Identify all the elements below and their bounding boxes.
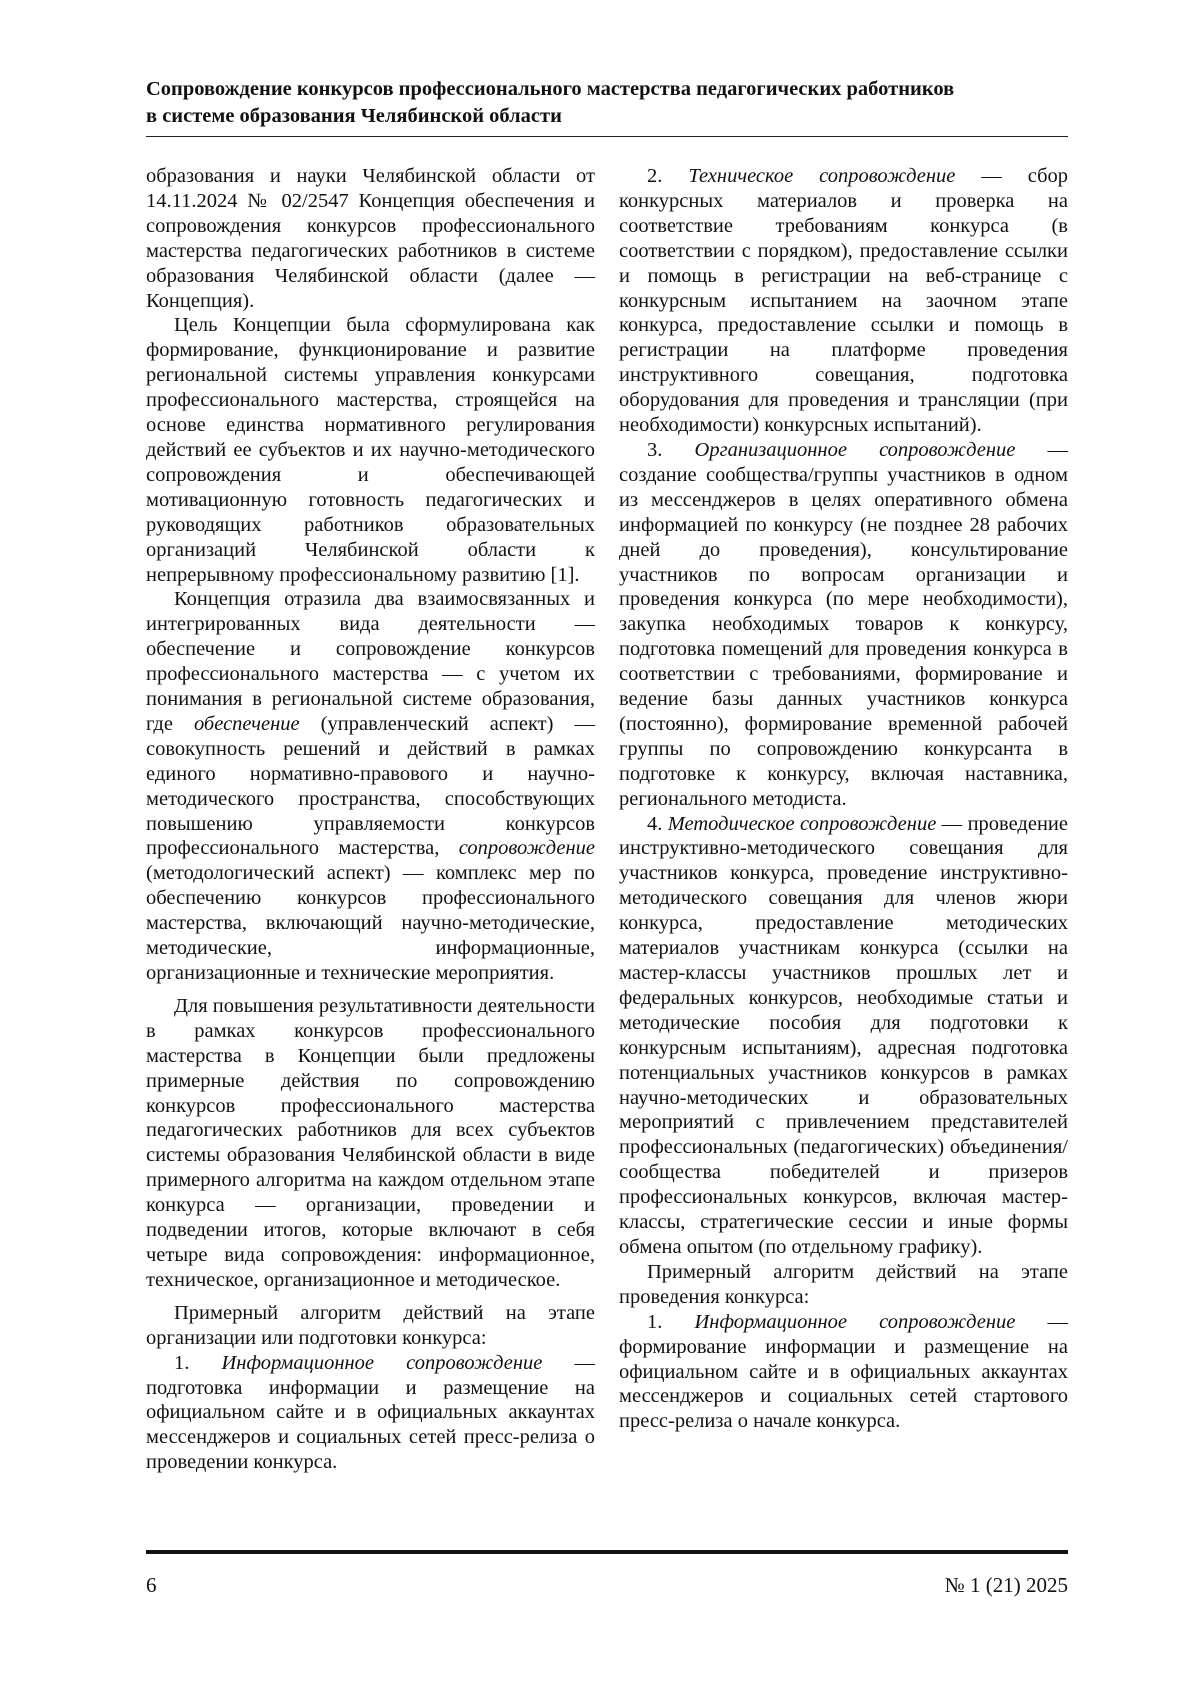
term-information-support: Информационное сопровождение <box>221 1351 543 1374</box>
paragraph <box>619 812 1068 1260</box>
header-rule <box>146 136 1068 137</box>
paragraph: Для повышения результативности деятельности в рамках конкурсов профессионального мастерства в Концепции были предложены примерные действия по сопровождению конкурсов профессионального мастерства педагогических работников для всех субъектов системы образования Челябинской области в виде примерного алгоритма на каждом отдельном этапе конкурса — организации, проведении и подведении итогов, которые включают в себя четыре вида сопровождения: информационное, техническое, организационное и методическое. <box>146 994 595 1291</box>
paragraph-text: — проведение инструктивно-методического совещания для участников конкурса, проведение инструктивно-методического совещания для членов жюри конкурса, предоставление методических материалов участникам конкурса (ссылки на мастер-классы участников прошлых лет и федеральных конкурсов, необходимые статьи и методические пособия для подготовки к конкурсным испытаниям), адресная подготовка потенциальных участников конкурсов в рамках научно-методических и образовательных мероприятий с привлечением представителей профессиональных (педагогических) объединения/сообщества победителей и призеров профессиональных конкурсов, включая мастер-классы, стратегические сессии и иные формы обмена опытом (по отдельному графику). <box>619 812 1068 1258</box>
paragraph-text: — создание сообщества/группы участников в одном из мессенджеров в целях оперативного обмена информацией по конкурсу (не позднее 28 рабочих дней до проведения), консультирование участников по вопросам организации и проведения конкурса (по мере необходимости), закупка необходимых товаров к конкурсу, подготовка помещений для проведения конкурса в соответствии с требованиями, формирование и ведение базы данных участников конкурса (постоянно), формирование временной рабочей группы по сопровождению конкурсанта в подготовке к конкурсу, включая наставника, регионального методиста. <box>619 438 1069 810</box>
issue-label: № 1 (21) 2025 <box>944 1573 1068 1597</box>
running-head-line-1: Сопровождение конкурсов профессионального мастерства педагогических работников <box>146 78 955 100</box>
term-technical-support: Техническое сопровождение <box>688 165 956 187</box>
paragraph-text: — подготовка информации и размещение на официальном сайте и в официальных аккаунтах мессенджеров и социальных сетей пресс-релиза о проведении конкурса. <box>146 1351 596 1474</box>
term-information-support: Информационное сопровождение <box>694 1310 1016 1333</box>
paragraph: образования и науки Челябинской области от 14.11.2024 № 02/2547 Концепция обеспечения и сопровождения конкурсов профессионального мастерства педагогических работников в системе образования Челябинской области (далее — Концепция). <box>146 165 595 312</box>
paragraph <box>146 587 595 986</box>
left-column <box>146 164 595 1475</box>
item-number: 1. <box>174 1351 222 1374</box>
paragraph: Примерный алгоритм действий на этапе организации или подготовки конкурса: <box>146 1301 595 1349</box>
paragraph-text: — сбор конкурсных материалов и проверка на соответствие требованиям конкурса (в соответствии с порядком), предоставление ссылки и помощь в регистрации на веб-странице с конкурсным испытанием на заочном этапе конкурса, предоставление ссылки и помощь в регистрации на платформе проведения инструктивного совещания, подготовка оборудования для проведения и трансляции (при необходимости) конкурсных испытаний). <box>619 165 1069 437</box>
item-number: 4. <box>647 812 668 835</box>
paragraph: Примерный алгоритм действий на этапе проведения конкурса: <box>619 1260 1068 1308</box>
page-number: 6 <box>146 1573 157 1597</box>
paragraph <box>146 1351 595 1476</box>
paragraph: Цель Концепции была сформулирована как формирование, функционирование и развитие региональной системы управления конкурсами профессионального мастерства, строящейся на основе единства нормативного регулирования действий ее субъектов и их научно-методического сопровождения и обеспечивающей мотивационную готовность педагогических и руководящих работников образовательных организаций Челябинской области к непрерывному профессиональному развитию [1]. <box>146 314 595 586</box>
term-methodical-support: Методическое сопровождение <box>667 812 937 835</box>
item-number: 3. <box>647 438 695 461</box>
paragraph <box>619 164 1068 438</box>
paragraph-text: (методологический аспект) — комплекс мер по обеспечению конкурсов профессионального мастерства, включающий научно-методические, методические, информационные, организационные и технические мероприятия. <box>146 862 595 984</box>
term-support: сопровождение <box>458 837 595 860</box>
paragraph-text: — формирование информации и размещение на официальном сайте и в официальных аккаунтах мессенджеров и социальных сетей стартового пресс-релиза о начале конкурса. <box>619 1310 1069 1433</box>
item-number: 2. <box>647 165 689 187</box>
running-head <box>146 76 1068 130</box>
running-head-line-2: в системе образования Челябинской области <box>146 105 562 127</box>
footer-rule <box>146 1550 1068 1554</box>
right-column <box>619 164 1068 1434</box>
term-organizational-support: Организационное сопровождение <box>694 438 1016 461</box>
paragraph <box>619 1310 1068 1435</box>
term-provision: обеспечение <box>193 712 300 735</box>
paragraph-text: Концепция отразила два взаимосвязанных и интегрированных вида деятельности — обеспечение и сопровождение конкурсов профессионального мастерства — с учетом их понимания в региональной системе образования, где <box>146 588 595 735</box>
item-number: 1. <box>647 1310 695 1333</box>
paragraph-text: (управленческий аспект) — совокупность решений и действий в рамках единого нормативно-правового и научно-методического пространства, способствующих повышению управляемости конкурсов профессионального мастерства, <box>146 712 595 860</box>
paragraph <box>619 438 1068 812</box>
